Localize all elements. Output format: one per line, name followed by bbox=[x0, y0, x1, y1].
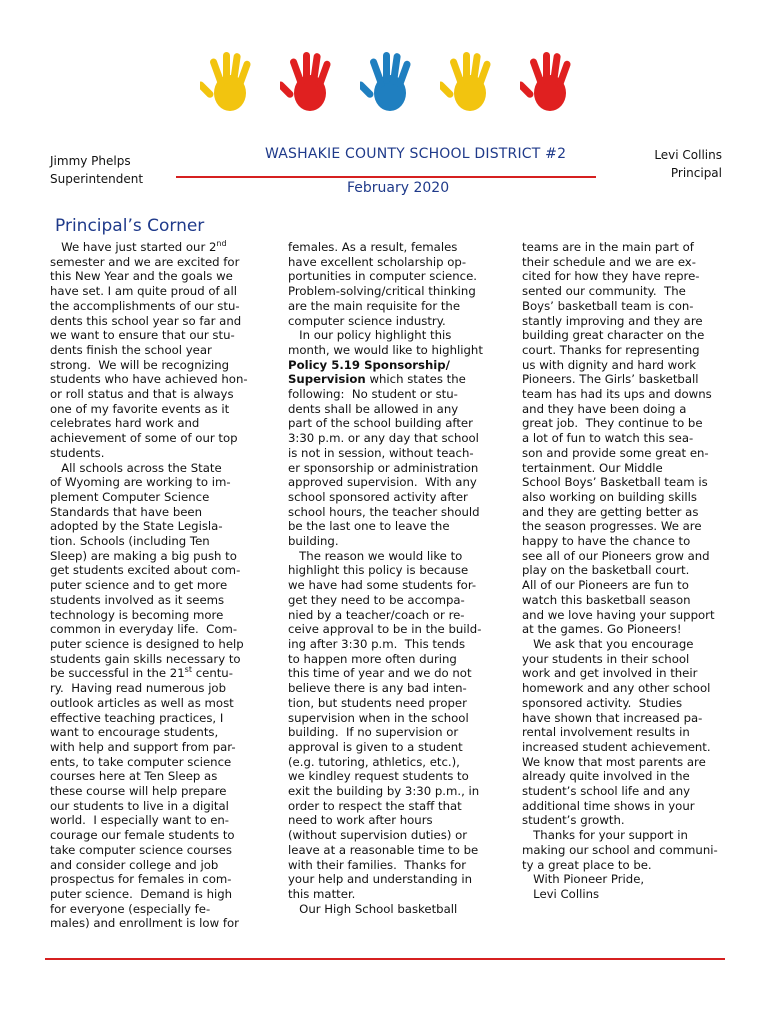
header-divider bbox=[176, 176, 596, 178]
district-title: WASHAKIE COUNTY SCHOOL DISTRICT #2 bbox=[265, 146, 567, 162]
red-handprint-icon bbox=[520, 48, 580, 118]
ordinal-suffix: nd bbox=[216, 239, 227, 249]
red-handprint-icon bbox=[280, 48, 340, 118]
principal-title: Principal bbox=[670, 166, 722, 180]
column1-text-c: centu- ry. Having read numerous job outlook articles as well as most effective teaching practices, I want to encourage students, with help and support from par- ents, to take computer science courses here at Ten Sleep as these course will help prepare our students to live in a digital world. I especially want to en- courage our female students to take computer science courses and consider college and job prospectus for females in com- puter science. Demand is high for everyone (especially fe- males) and enrollment is low for bbox=[50, 666, 239, 931]
article-column-1 bbox=[50, 240, 260, 931]
footer-divider bbox=[45, 958, 725, 960]
column1-text-b: semester and we are excited for this New Year and the goals we have set. I am quite proud of all the accomplishments of our stu- dents this school year so far and we want to ensure that our stu- dents finish the school year strong. We will be recognizing students who have achieved hon- or roll status and that is always one of my favorite events as it celebrates hard work and achievement of some of our top students. All schools across the State of Wyoming are working to im- plement Computer Science Standards that have been adopted by the State Legisla- tion. Schools (including Ten Sleep) are making a big push to get students excited about com- puter science and to get more students involved as it seems technology is becoming more common in everyday life. Com- puter science is designed to help students gain skills necessary to be successful in the 21 bbox=[50, 254, 248, 681]
principal-block bbox=[640, 146, 722, 182]
column1-text-a: We have just started our 2 bbox=[50, 240, 217, 254]
superintendent-block bbox=[50, 152, 143, 188]
superintendent-title: Superintendent bbox=[50, 172, 144, 186]
yellow-handprint-icon bbox=[440, 48, 500, 118]
article-column-3: teams are in the main part of their schedule and we are ex- cited for how they have repre- sented our community. The Boys’ basketball team is con- stantly improving and they are building great character on the court. Thanks for representing us with dignity and hard work Pioneers. The Girls’ basketball team has had its ups and downs and they have been doing a great job. They continue to be a lot of fun to watch this sea- son and provide some great en- tertainment. Our Middle School Boys’ Basketball team is also working on building skills and they are getting better as the season progresses. We are happy to have the chance to see all of our Pioneers grow and play on the basketball court. All of our Pioneers are fun to watch this basketball season and we love having your support at the games. Go Pioneers! We ask that you encourage your students in their school work and get involved in their homework and any other school sponsored activity. Studies have shown that increased pa- rental involvement results in increased student achievement. We know that most parents are already quite involved in the student’s school life and any additional time shows in your student’s growth. Thanks for your support in making our school and communi- ty a great place to be. With Pioneer Pride, Levi Collins bbox=[522, 240, 718, 901]
column2-text-b: which states the following: No student or stu- dents shall be allowed in any part of the school building after 3:30 p.m. or any day that school is not in session, without teach- er sponsorship or administration approved supervision. With any school sponsored activity after school hours, the teacher should be the last one to leave the building. The reason we would like to highlight this policy is because we have had some students for- get they need to be accompa- nied by a teacher/coach or re- ceive approval to be in the build- ing after 3:30 p.m. This tends to happen more often during this time of year and we do not believe there is any bad inten- tion, but students need proper supervision when in the school building. If no supervision or approval is given to a student (e.g. tutoring, athletics, etc.), we kindley request students to exit the building by 3:30 p.m., in order to respect the staff that need to work after hours (without supervision duties) or leave at a reasonable time to be with their families. Thanks for your help and understanding in this matter. Our High School basketball bbox=[288, 372, 482, 916]
policy-highlight: Policy 5.19 Sponsorship/ Supervision bbox=[288, 357, 450, 387]
blue-handprint-icon bbox=[360, 48, 420, 118]
superintendent-name: Jimmy Phelps bbox=[50, 154, 131, 168]
principal-name: Levi Collins bbox=[654, 148, 722, 162]
section-title: Principal’s Corner bbox=[55, 216, 205, 236]
article-column-2 bbox=[288, 240, 498, 916]
handprints-banner bbox=[190, 48, 580, 128]
ordinal-suffix: st bbox=[184, 665, 192, 675]
column2-text-a: females. As a result, females have excellent scholarship op- portunities in computer science. Problem-solving/critical thinking are the main requisite for the computer science industry. In our policy highlight this month, we would like to highlight bbox=[288, 240, 483, 357]
newsletter-date: February 2020 bbox=[347, 180, 450, 196]
yellow-handprint-icon bbox=[200, 48, 260, 118]
